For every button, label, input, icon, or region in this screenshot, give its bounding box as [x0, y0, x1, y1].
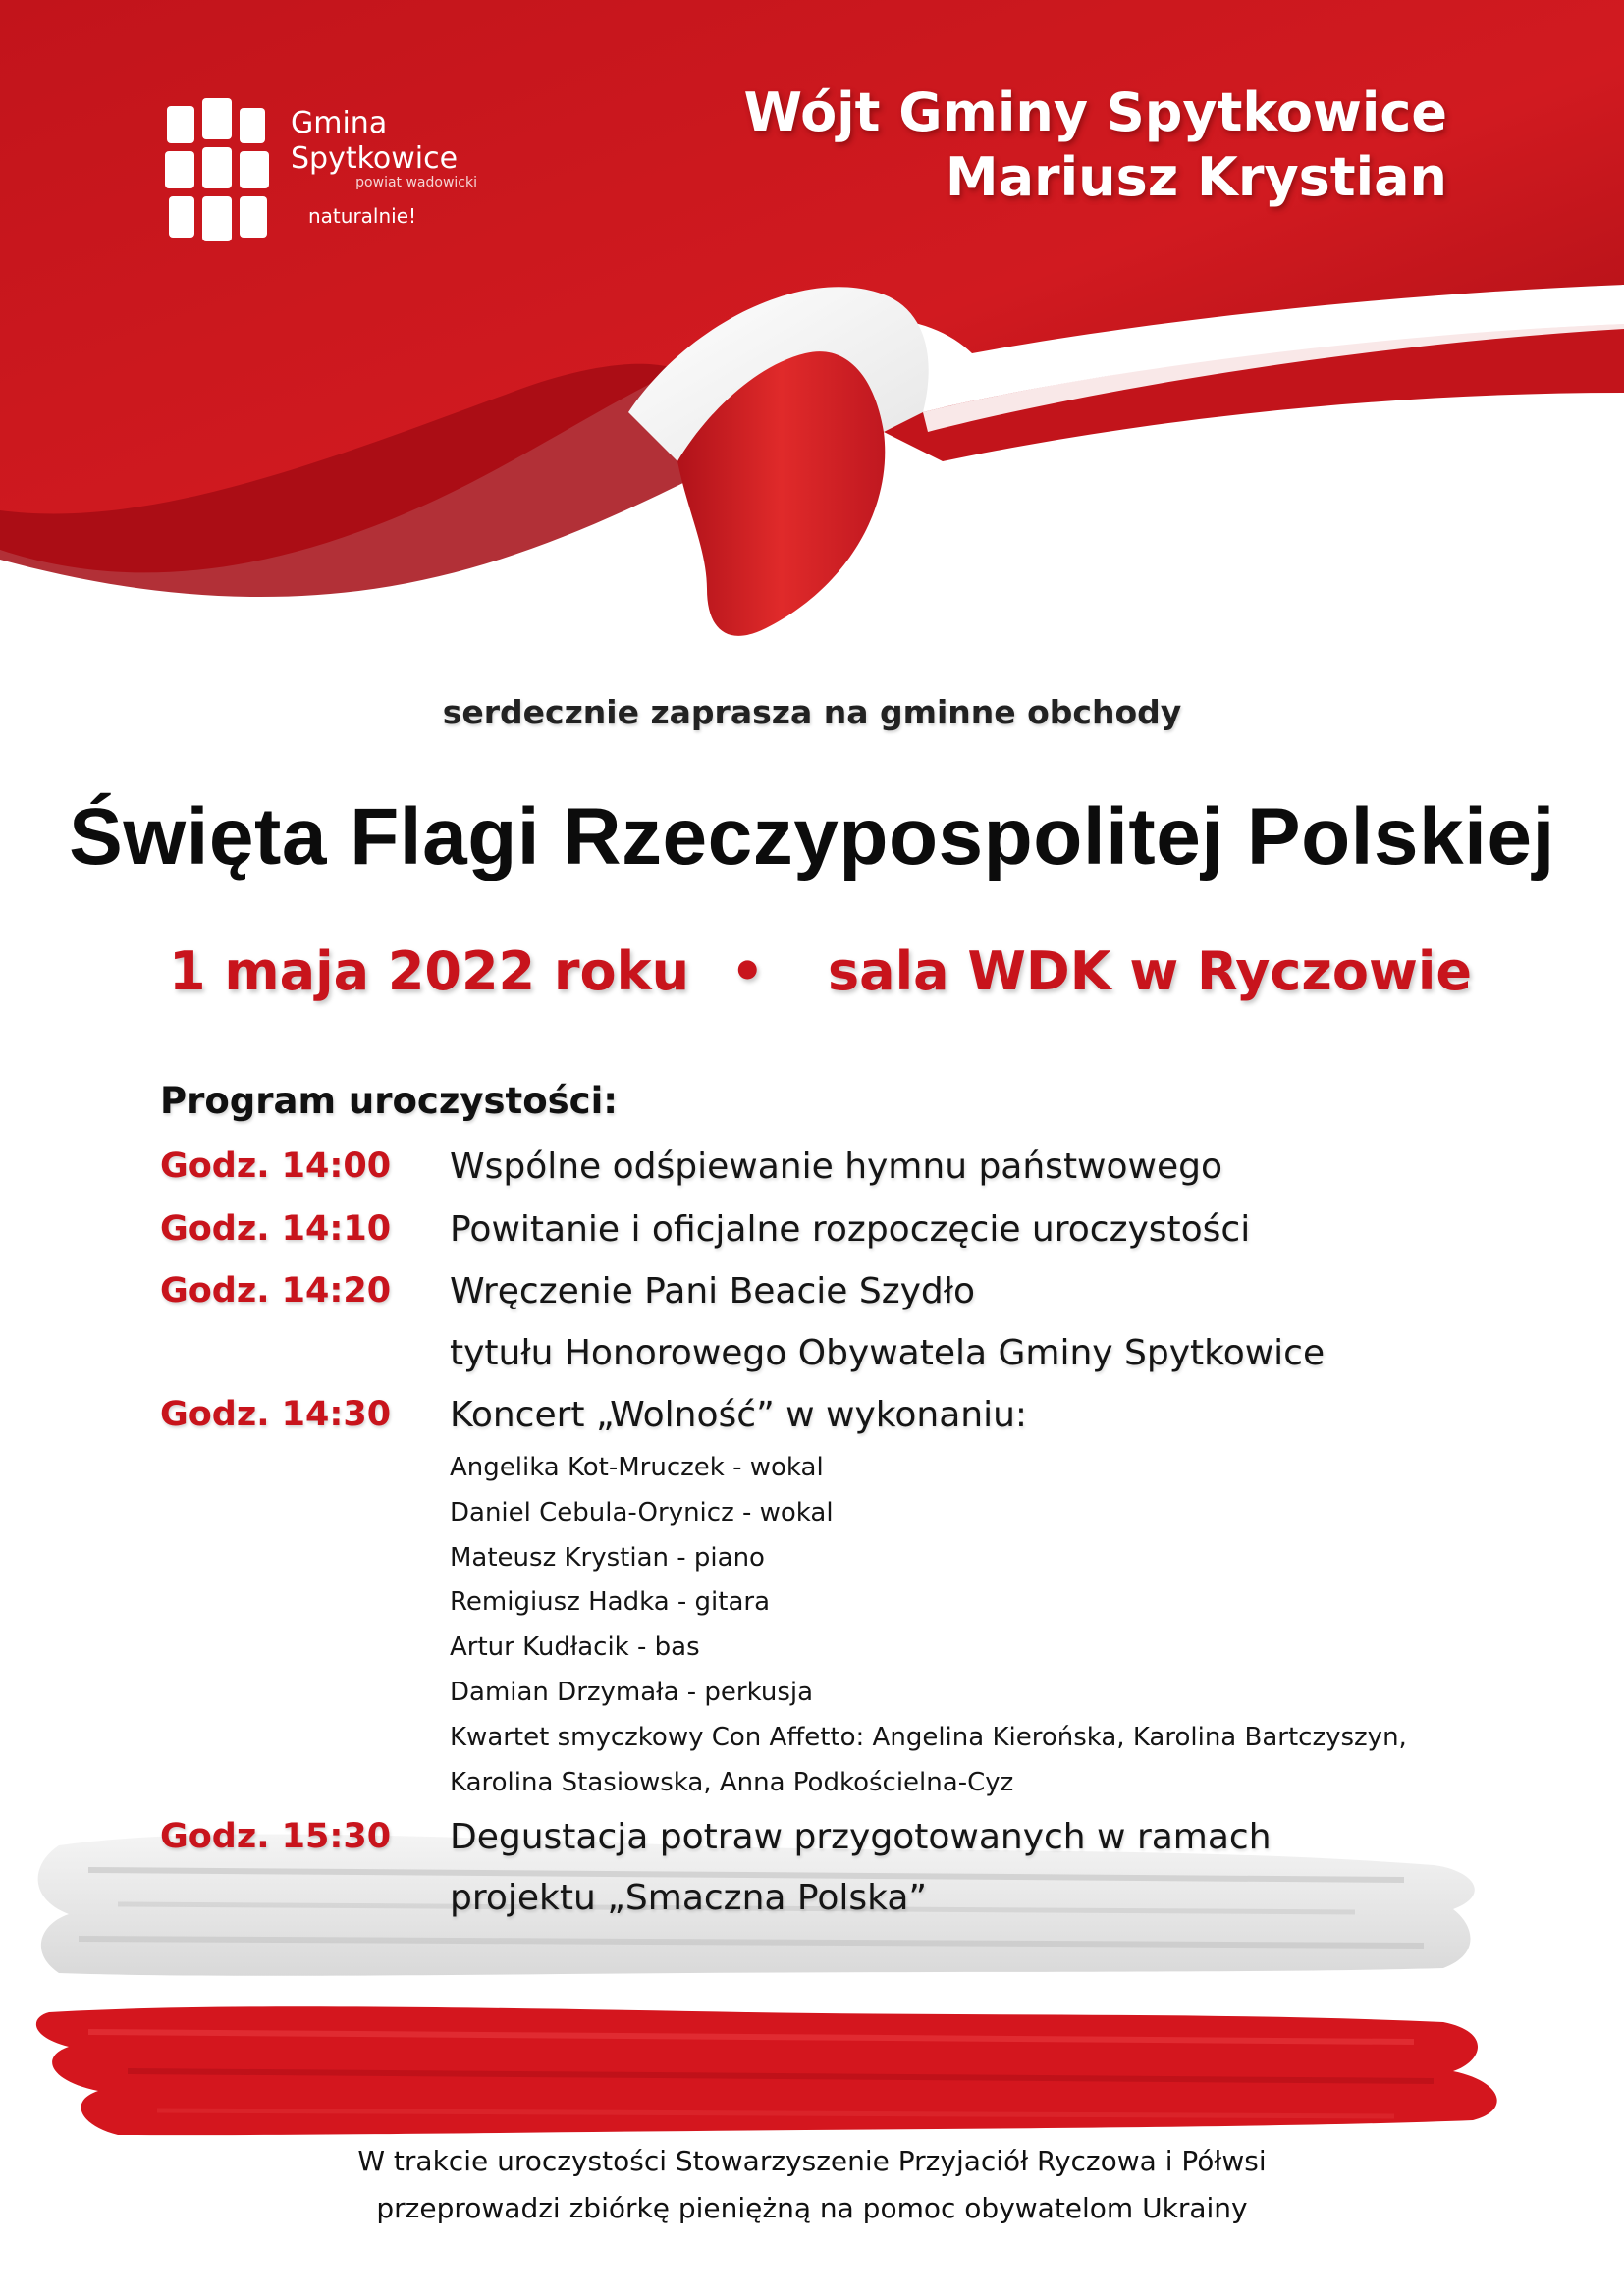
- footer-line2: przeprowadzi zbiórkę pieniężną na pomoc obywatelom Ukrainy: [376, 2192, 1248, 2224]
- performer-line: Remigiusz Hadka - gitara: [450, 1587, 771, 1617]
- program-heading: Program uroczystości:: [160, 1080, 619, 1122]
- event-date-venue: [0, 940, 1624, 1019]
- program-description: Powitanie i oficjalne rozpoczęcie uroczystości: [450, 1209, 1251, 1250]
- performer-line: Damian Drzymała - perkusja: [450, 1678, 814, 1707]
- gmina-logo-mark-icon: [165, 98, 273, 245]
- program-description-cont: tytułu Honorowego Obywatela Gminy Spytkowice: [450, 1333, 1326, 1373]
- separator-bullet: •: [731, 940, 765, 1002]
- event-venue: sala WDK w Ryczowie: [828, 940, 1472, 1002]
- logo-tagline: naturalnie!: [308, 204, 417, 228]
- program-description: Koncert „Wolność” w wykonaniu:: [450, 1395, 1028, 1435]
- program-time: Godz. 14:10: [160, 1209, 392, 1249]
- organizer-title: Wójt Gminy Spytkowice: [743, 81, 1447, 143]
- performer-line: Artur Kudłacik - bas: [450, 1632, 700, 1662]
- organizer-header: [701, 80, 1447, 210]
- footer-note: [0, 2138, 1624, 2232]
- event-title: Święta Flagi Rzeczypospolitej Polskiej: [69, 792, 1555, 881]
- performer-line: Kwartet smyczkowy Con Affetto: Angelina Kierońska, Karolina Bartczyszyn,: [450, 1723, 1407, 1752]
- program-description: Wręczenie Pani Beacie Szydło: [450, 1271, 976, 1311]
- program-time: Godz. 14:30: [160, 1395, 392, 1434]
- program-time: Godz. 14:00: [160, 1147, 392, 1186]
- logo-name-line1: Gmina: [291, 106, 388, 140]
- logo-name-line2: Spytkowice: [291, 141, 459, 176]
- performer-line: Mateusz Krystian - piano: [450, 1543, 765, 1573]
- event-date: 1 maja 2022 roku: [169, 940, 690, 1002]
- performer-line: Daniel Cebula-Orynicz - wokal: [450, 1498, 834, 1527]
- footer-line1: W trakcie uroczystości Stowarzyszenie Przyjaciół Ryczowa i Półwsi: [357, 2145, 1267, 2177]
- performer-line: Karolina Stasiowska, Anna Podkościelna-Cyz: [450, 1768, 1014, 1797]
- performer-line: Angelika Kot-Mruczek - wokal: [450, 1453, 824, 1482]
- invitation-text: serdecznie zaprasza na gminne obchody: [442, 693, 1182, 731]
- logo-district: powiat wadowicki: [355, 175, 477, 190]
- program-time: Godz. 15:30: [160, 1817, 392, 1856]
- program-description-cont: projektu „Smaczna Polska”: [450, 1878, 928, 1918]
- program-description: Degustacja potraw przygotowanych w ramach: [450, 1817, 1272, 1857]
- gmina-logo: [165, 98, 489, 245]
- organizer-name: Mariusz Krystian: [945, 146, 1447, 208]
- program-time: Godz. 14:20: [160, 1271, 392, 1310]
- program-description: Wspólne odśpiewanie hymnu państwowego: [450, 1147, 1222, 1187]
